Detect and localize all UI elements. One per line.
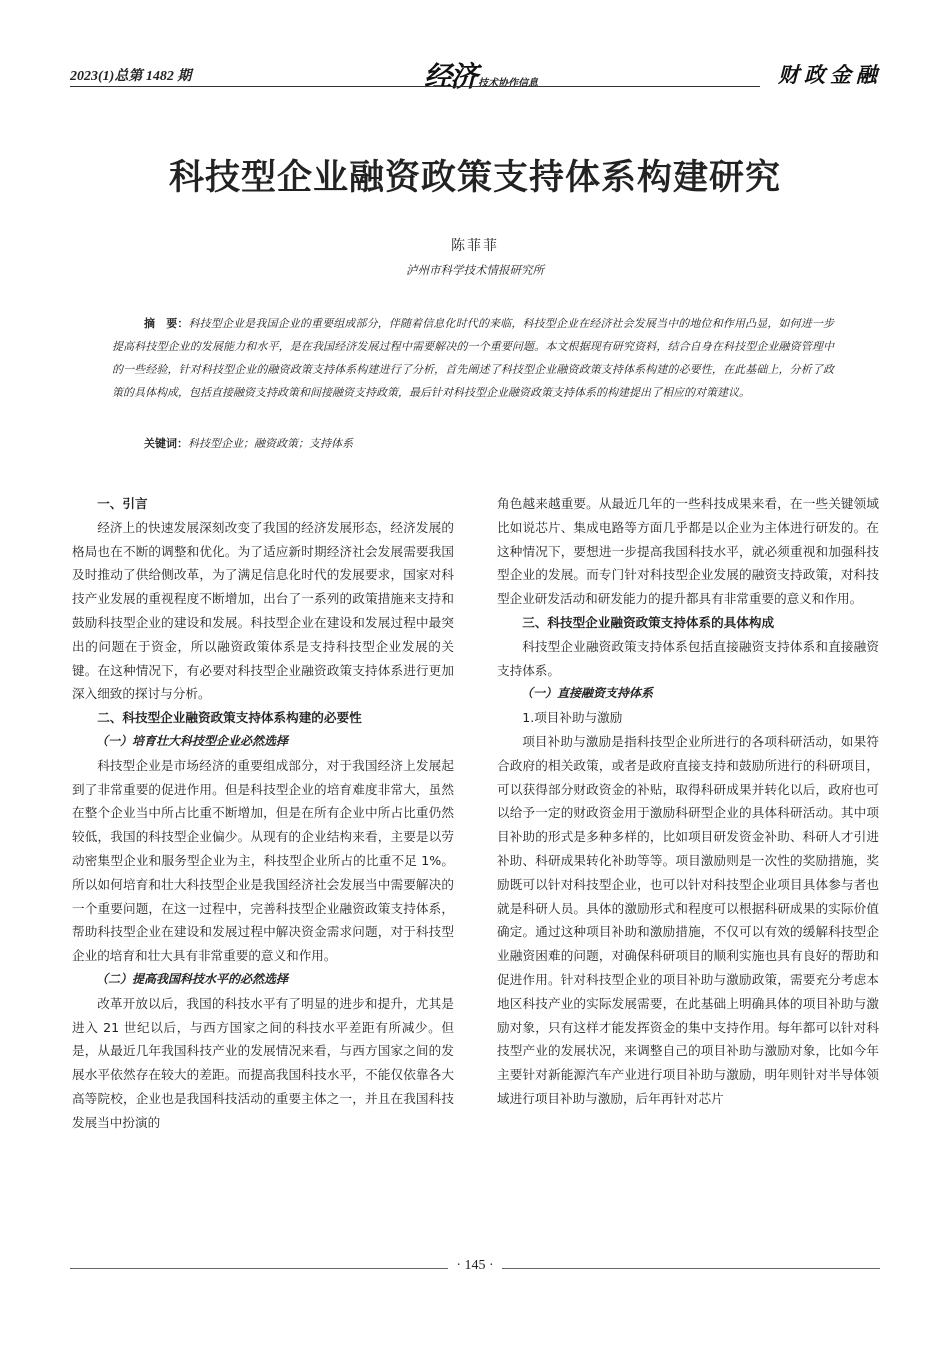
page-header: [70, 55, 882, 91]
subheading-project-subsidy: 1.项目补助与激励: [522, 710, 623, 726]
footer-rule-left: [70, 1268, 460, 1269]
paragraph-tech-level: 改革开放以后，我国的科技水平有了明显的进步和提升，尤其是进入 21 世纪以后，与西方国家之间的科技水平差距有所减少。但是，从最近几年我国科技产业的发展情况来看，与西方国家之间的发展水平依然存在较大的差距。而提高我国科技水平，不能仅依靠各大高等院校，企业也是我国科技活动的重要主体之一，并且在我国科技发展当中扮演的: [72, 995, 454, 1130]
paragraph-structure: 科技型企业融资政策支持体系包括直接融资支持体系和直接融资支持体系。: [497, 638, 879, 678]
journal-logo-main: 经济: [424, 60, 477, 93]
body-column-right: [497, 492, 879, 1111]
paragraph-project-subsidy: 项目补助与激励是指科技型企业所进行的各项科研活动，如果符合政府的相关政策，或者是政府直接支持和鼓励所进行的科研项目，可以获得部分财政资金的补贴，取得科研成果并转化以后，政府也可以给予一定的财政资金用于激励科研型企业的具体科研活动。其中项目补助的形式是多种多样的，比如项目研发资金补助、科研人才引进补助、科研成果转化补助等等。项目激励则是一次性的奖励措施，奖励既可以针对科技型企业，也可以针对科技型企业项目具体参与者也就是科研人员。具体的激励形式和程度可以根据科研成果的实际价值确定。通过这种项目补助和激励措施，不仅可以有效的缓解科技型企业融资困难的问题，对确保科研项目的顺利实施也具有良好的帮助和促进作用。针对科技型企业的项目补助与激励政策，需要充分考虑本地区科技产业的实际发展需要，在此基础上明确具体的项目补助与激励对象，只有这样才能发挥资金的集中支持作用。每年都可以针对科技型产业的发展状况，来调整自己的项目补助与激励对象，比如今年主要针对新能源汽车产业进行项目补助与激励，明年则针对半导体领域进行项目补助与激励，后年再针对芯片: [497, 733, 879, 1106]
paragraph-introduction: 经济上的快速发展深刻改变了我国的经济发展形态，经济发展的格局也在不断的调整和优化。为了适应新时期经济社会发展需要我国及时推动了供给侧改革，为了满足信息化时代的发展要求，国家对科技产业发展的重视程度不断增加，出台了一系列的政策措施来支持和鼓励科技型企业的建设和发展。科技型企业在建设和发展过程中最突出的问题在于资金，所以融资政策体系是支持科技型企业发展的关键。在这种情况下，有必要对科技型企业融资政策支持体系进行更加深入细致的探讨与分析。: [72, 519, 454, 702]
footer-rule-right: [490, 1268, 880, 1269]
heading-structure: 三、科技型企业融资政策支持体系的具体构成: [522, 614, 775, 630]
section-name: 财政金融: [778, 62, 882, 87]
abstract-text: 科技型企业是我国企业的重要组成部分，伴随着信息化时代的来临，科技型企业在经济社会发展当中的地位和作用凸显，如何进一步提高科技型企业的发展能力和水平，是在我国经济发展过程中需要解决的一个重要问题。本文根据现有研究资料，结合自身在科技型企业融资管理中的一些经验，针对科技型企业的融资政策支持体系构建进行了分析，首先阐述了科技型企业融资政策支持体系构建的必要性，在此基础上，分析了政策的具体构成，包括直接融资支持政策和间接融资支持政策，最后针对科技型企业融资政策支持体系的构建提出了相应的对策建议。: [112, 317, 835, 399]
paragraph-cultivate: 科技型企业是市场经济的重要组成部分，对于我国经济上发展起到了非常重要的促进作用。但是科技型企业的培育难度非常大，虽然在整个企业当中所占比重不断增加，但是在所有企业中所占比重仍然较低，我国的科技型企业偏少。从现有的企业结构来看，主要是以劳动密集型企业和服务型企业为主，科技型企业所占的比重不足 1%。所以如何培育和壮大科技型企业是我国经济社会发展当中需要解决的一个重要问题，在这一过程中，完善科技型企业融资政策支持体系，帮助科技型企业在建设和发展过程中解决资金需求问题，对于科技型企业的培育和壮大具有非常重要的意义和作用。: [72, 757, 454, 964]
journal-logo: [424, 55, 538, 95]
body-column-left: [72, 492, 454, 1135]
subheading-tech-level: （二）提高我国科技水平的必然选择: [96, 971, 289, 986]
heading-introduction: 一、引言: [97, 496, 148, 511]
page-number: · 145 ·: [448, 1258, 501, 1273]
abstract-label: 摘 要：: [144, 317, 189, 330]
page-footer: [0, 1258, 950, 1278]
header-rule: [70, 86, 760, 87]
subheading-cultivate: （一）培育壮大科技型企业必然选择: [96, 733, 289, 748]
heading-necessity: 二、科技型企业融资政策支持体系构建的必要性: [97, 710, 362, 726]
journal-logo-sub: 技术协作信息: [478, 78, 539, 89]
subheading-direct-financing: （一）直接融资支持体系: [521, 686, 654, 701]
author-name: 陈菲菲: [451, 238, 499, 254]
keywords-label: 关键词：: [144, 437, 188, 450]
keywords: [144, 435, 834, 451]
keywords-text: 科技型企业；融资政策；支持体系: [188, 437, 353, 450]
article-title: 科技型企业融资政策支持体系构建研究: [168, 158, 781, 198]
author-affiliation: 泸州市科学技术情报研究所: [406, 263, 544, 277]
paragraph-tech-level-continued: 角色越来越重要。从最近几年的一些科技成果来看，在一些关键领域比如说芯片、集成电路等方面几乎都是以企业为主体进行研发的。在这种情况下，要想进一步提高我国科技水平，就必须重视和加强科技型企业的发展。而专门针对科技型企业发展的融资支持政策，对科技型企业研发活动和研发能力的提升都具有非常重要的意义和作用。: [497, 496, 879, 607]
abstract: [112, 312, 834, 404]
issue-number: 2023(1)总第 1482 期: [70, 69, 192, 84]
